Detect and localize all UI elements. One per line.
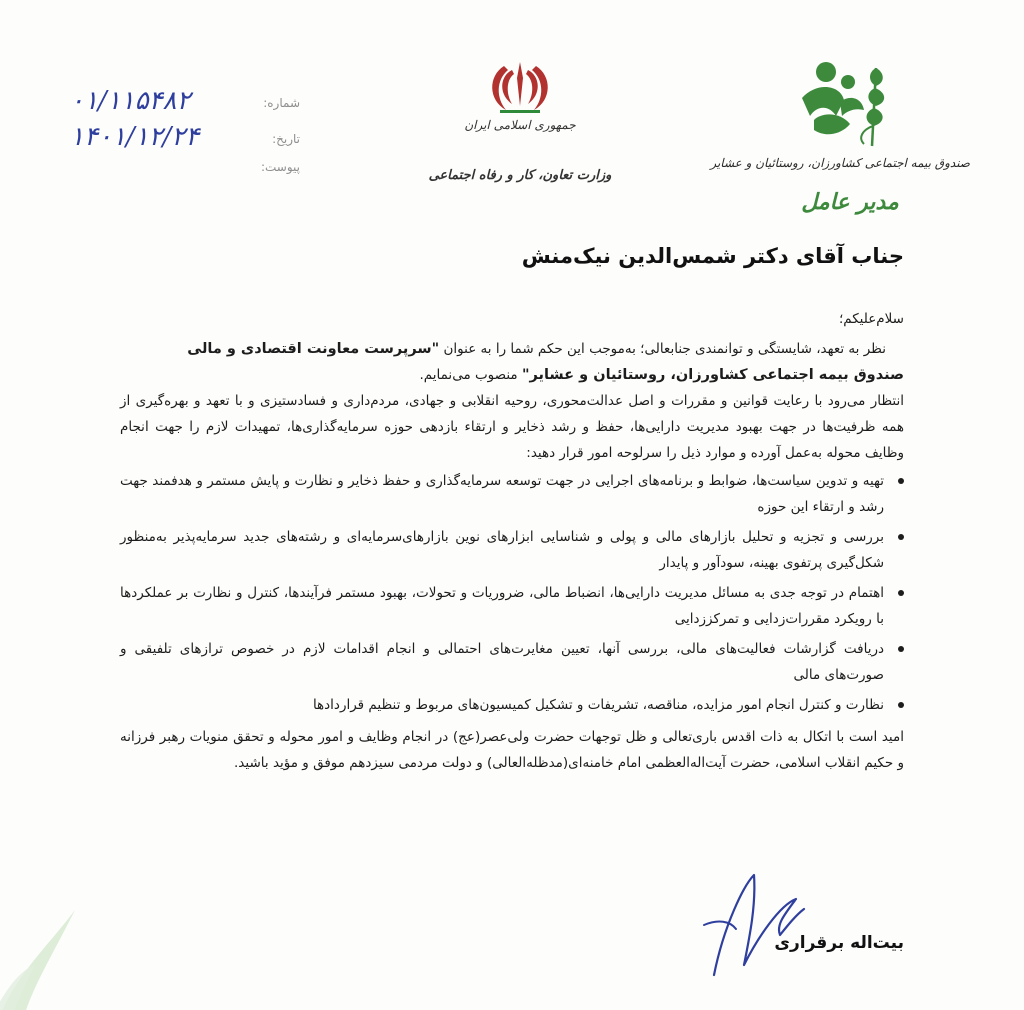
fund-header [710, 58, 970, 228]
duties-list [120, 468, 904, 718]
number-row [60, 86, 300, 116]
appointment-position-line2: صندوق بیمه اجتماعی کشاورزان، روستائیان و عشایر" [521, 367, 904, 383]
signer-name: بیت‌اله برقراری [774, 933, 904, 953]
number-label: شماره: [263, 96, 300, 110]
greeting: سلام‌علیکم؛ [838, 311, 904, 327]
attachment-label: پیوست: [260, 160, 300, 174]
fund-logo-icon [796, 58, 896, 148]
fund-name: صندوق بیمه اجتماعی کشاورزان، روستائیان و عشایر [710, 156, 970, 170]
duty-item: دریافت گزارشات فعالیت‌های مالی، بررسی آنها، تعیین مغایرت‌های احتمالی و انجام اقدامات لازم در خصوص ترازهای تلفیقی و صورت‌های مالی [120, 636, 884, 688]
letter-body [120, 306, 904, 776]
fund-position-title: مدیر عامل [801, 190, 899, 215]
letter-meta-block [60, 70, 300, 190]
appointment-position-line1: "سرپرست معاونت اقتصادی و مالی [187, 341, 440, 357]
addressee-line: جناب آقای دکتر شمس‌الدین نیک‌منش [521, 244, 904, 268]
appointment-text-start: نظر به تعهد، شایستگی و توانمندی جنابعالی؛ به‌موجب این حکم شما را به عنوان [439, 341, 886, 357]
duty-item: نظارت و کنترل انجام امور مزایده، مناقصه، تشریفات و تشکیل کمیسیون‌های مربوط و تنظیم قراردادها [120, 692, 884, 718]
date-label: تاریخ: [272, 132, 300, 146]
number-value: ۰۱/۱۱۵۴۸۲ [70, 86, 191, 116]
duty-item: بررسی و تجزیه و تحلیل بازارهای مالی و پولی و شناسایی ابزارهای نوین بازارهای‌سرمایه‌ای و رشته‌های جدید سرمایه‌پذیر به‌منظور شکل‌گیری پرتفوی بهینه، سودآور و پایدار [120, 524, 884, 576]
iran-emblem-icon [482, 58, 558, 114]
duty-item: اهتمام در توجه جدی به مسائل مدیریت دارایی‌ها، انضباط مالی، ضروریات و تحولات، بهبود مستمر فرآیندها، کنترل و نظارت بر عملکردها با رویکرد مقررات‌زدایی و تمرکززدایی [120, 580, 884, 632]
appointment-paragraph [120, 336, 904, 388]
ministry-name: وزارت تعاون، کار و رفاه اجتماعی [428, 168, 612, 183]
signature-block [604, 865, 904, 1005]
handwritten-signature [684, 865, 814, 995]
attachment-row [60, 154, 300, 180]
appointment-text-end: منصوب می‌نمایم. [419, 367, 522, 383]
corner-leaf-decoration [0, 870, 80, 1010]
expectations-paragraph: انتظار می‌رود با رعایت قوانین و مقررات و اصل عدالت‌محوری، روحیه انقلابی و جهادی، مردم‌داری و فسادستیزی و با تعهد و بهره‌گیری از همه ظرفیت‌ها در جهت بهبود مدیریت دارایی‌ها، حفظ و رشد ذخایر و ارتقاء بازدهی حوزه سرمایه‌گذاری‌ها، تمهیدات لازم را جهت انجام وظایف محوله به‌عمل آورده و موارد ذیل را سرلوحه امور قرار دهید: [120, 393, 904, 461]
date-row [60, 122, 300, 152]
date-value: ۱۴۰۱/۱۲/۲۴ [70, 122, 200, 152]
country-name: جمهوری اسلامی ایران [464, 118, 576, 132]
duty-item: تهیه و تدوین سیاست‌ها، ضوابط و برنامه‌های اجرایی در جهت توسعه سرمایه‌گذاری و حفظ ذخایر و نظارت و پایش مستمر و هدفمند جهت رشد و ارتقاء این حوزه [120, 468, 884, 520]
closing-paragraph: امید است با اتکال به ذات اقدس باری‌تعالی و ظل توجهات حضرت ولی‌عصر(عج) در انجام وظایف و امور محوله و تحقق منویات رهبر فرزانه و حکیم انقلاب اسلامی، حضرت آیت‌اله‌العظمی امام خامنه‌ای(مدظله‌العالی) و دولت مردمی سیزدهم موفق و مؤید باشید. [120, 729, 904, 771]
ministry-header [420, 58, 620, 188]
